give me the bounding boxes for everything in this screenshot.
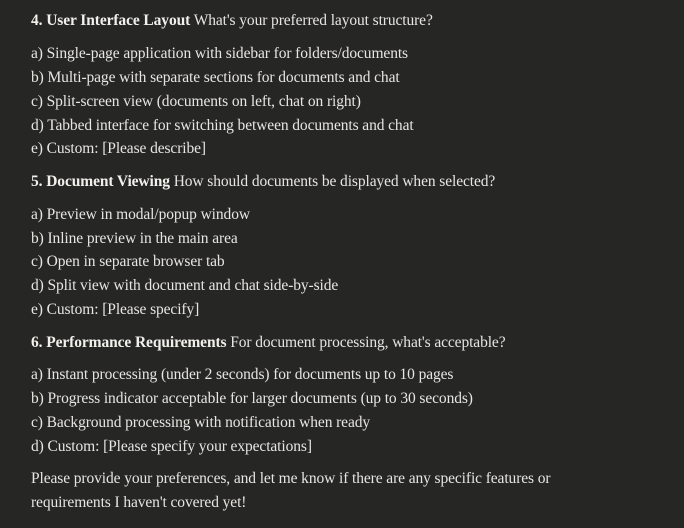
- list-item: d) Split view with document and chat side-by-side: [31, 277, 339, 294]
- section-question: What's your preferred layout structure?: [193, 12, 433, 29]
- list-item: d) Tabbed interface for switching between documents and chat: [31, 117, 414, 134]
- list-item: c) Split-screen view (documents on left, chat on right): [31, 93, 361, 110]
- list-item: c) Background processing with notification when ready: [31, 414, 371, 431]
- section-title: 5. Document Viewing: [31, 173, 170, 190]
- list-item: b) Multi-page with separate sections for documents and chat: [31, 69, 400, 86]
- list-item: e) Custom: [Please specify]: [31, 301, 200, 318]
- list-item: b) Progress indicator acceptable for larger documents (up to 30 seconds): [31, 390, 473, 407]
- section-heading: [31, 172, 495, 192]
- section-question: How should documents be displayed when selected?: [173, 173, 496, 190]
- section-question: For document processing, what's acceptable?: [230, 334, 506, 351]
- list-item: e) Custom: [Please describe]: [31, 140, 206, 157]
- section-title: 6. Performance Requirements: [31, 334, 227, 351]
- list-item: d) Custom: [Please specify your expectations]: [31, 438, 312, 455]
- list-item: a) Single-page application with sidebar for folders/documents: [31, 45, 408, 62]
- list-item: a) Instant processing (under 2 seconds) for documents up to 10 pages: [31, 366, 454, 383]
- section-heading: [31, 11, 433, 31]
- closing-text: requirements I haven't covered yet!: [31, 494, 247, 511]
- list-item: b) Inline preview in the main area: [31, 230, 238, 247]
- section-title: 4. User Interface Layout: [31, 12, 191, 29]
- list-item: a) Preview in modal/popup window: [31, 206, 250, 223]
- list-item: c) Open in separate browser tab: [31, 253, 225, 270]
- closing-text: Please provide your preferences, and let me know if there are any specific features or: [31, 470, 551, 487]
- section-heading: [31, 333, 506, 353]
